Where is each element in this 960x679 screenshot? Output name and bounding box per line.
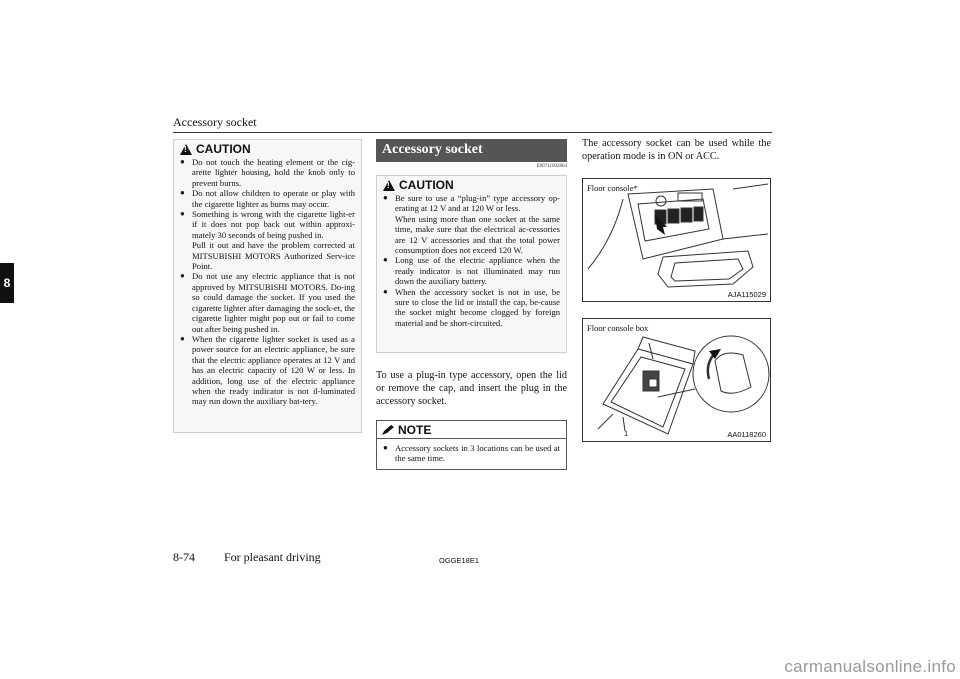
figure-label: Floor console* bbox=[587, 183, 638, 193]
operation-mode-text: The accessory socket can be used while the operation mode is in ON or ACC. bbox=[582, 138, 771, 162]
note-heading: NOTE bbox=[398, 422, 432, 437]
floor-console-illustration bbox=[583, 179, 770, 301]
chapter-tab: 8 bbox=[0, 263, 14, 303]
note-item: ● Accessory sockets in 3 locations can be used at the same time. bbox=[383, 443, 560, 464]
caution-header bbox=[383, 180, 560, 191]
middle-column bbox=[376, 139, 567, 470]
figure-callout: 1 bbox=[624, 429, 629, 438]
middle-caution-box bbox=[376, 175, 567, 353]
caution-item: ● Do not touch the heating element or the cig-arette lighter housing, hold the knob only to prevent burns. bbox=[180, 157, 355, 188]
header-rule bbox=[173, 132, 772, 133]
caution-item: ● Do not use any electric appliance that is not approved by MITSUBISHI MOTORS. Do-ing so could damage the socket. If you used the cigarette lighter after damaging the sock-et, the cigarette lighter might pop out or fail to come out after being pushed in. bbox=[180, 271, 355, 333]
caution-list bbox=[180, 157, 355, 407]
note-header bbox=[377, 424, 566, 439]
caution-item: ● Be sure to use a “plug-in” type accessory op-erating at 12 V and at 120 W or less. When using more than one socket at the same time, make sure that the electrical ac-cessories are 12 V accessories and that the total power consumption does not exceed 120 W. bbox=[383, 193, 560, 255]
caution-heading: CAUTION bbox=[399, 178, 454, 193]
figure-code: AA0118260 bbox=[727, 430, 766, 439]
warning-icon bbox=[383, 180, 395, 191]
caution-list bbox=[383, 193, 560, 328]
watermark: carmanualsonline.info bbox=[784, 657, 956, 676]
section-title: Accessory socket bbox=[376, 139, 567, 162]
section-code: E00711602864 bbox=[536, 164, 567, 169]
figure-floor-console bbox=[582, 178, 771, 302]
note-list bbox=[383, 443, 560, 464]
figure-code: AJA115029 bbox=[727, 290, 766, 299]
page-number: 8-74 bbox=[173, 550, 195, 564]
left-caution-box bbox=[173, 139, 362, 433]
doc-code: OGGE18E1 bbox=[439, 556, 480, 565]
figure-floor-console-box bbox=[582, 318, 771, 442]
caution-item: ● When the cigarette lighter socket is used as a power source for an electric appliance, be sure that the electric appliance operates at 12 V and has an electric capacity of 120 W or less. In addition, long use of the electric appliance when the ready indicator is not il-luminated may run down the auxiliary bat-tery. bbox=[180, 334, 355, 407]
footer-section: For pleasant driving bbox=[224, 550, 321, 564]
plug-in-instruction: To use a plug-in type accessory, open the lid or remove the cap, and insert the plug in the accessory socket. bbox=[376, 370, 567, 407]
console-box-illustration bbox=[583, 319, 770, 441]
caution-header bbox=[180, 144, 355, 155]
figure-label: Floor console box bbox=[587, 323, 649, 333]
warning-icon bbox=[180, 144, 192, 155]
caution-item: ● Do not allow children to operate or play with the cigarette lighter as burns may occur. bbox=[180, 188, 355, 209]
caution-item: ● When the accessory socket is not in use, be sure to close the lid or install the cap, be-cause the socket might become clogged by foreign material and be short-circuited. bbox=[383, 287, 560, 329]
caution-item: ● Long use of the electric appliance when the ready indicator is not illuminated may run down the auxiliary battery. bbox=[383, 255, 560, 286]
note-box bbox=[376, 420, 567, 470]
note-pencil-icon bbox=[381, 424, 395, 436]
header-title: Accessory socket bbox=[173, 115, 257, 129]
caution-heading: CAUTION bbox=[196, 142, 251, 157]
caution-item: ● Something is wrong with the cigarette light-er if it does not pop back out within approxi-mately 30 seconds of being pushed in. Pull it out and have the problem corrected at MITSUBISHI MOTORS Authorized Serv-ice Point. bbox=[180, 209, 355, 271]
